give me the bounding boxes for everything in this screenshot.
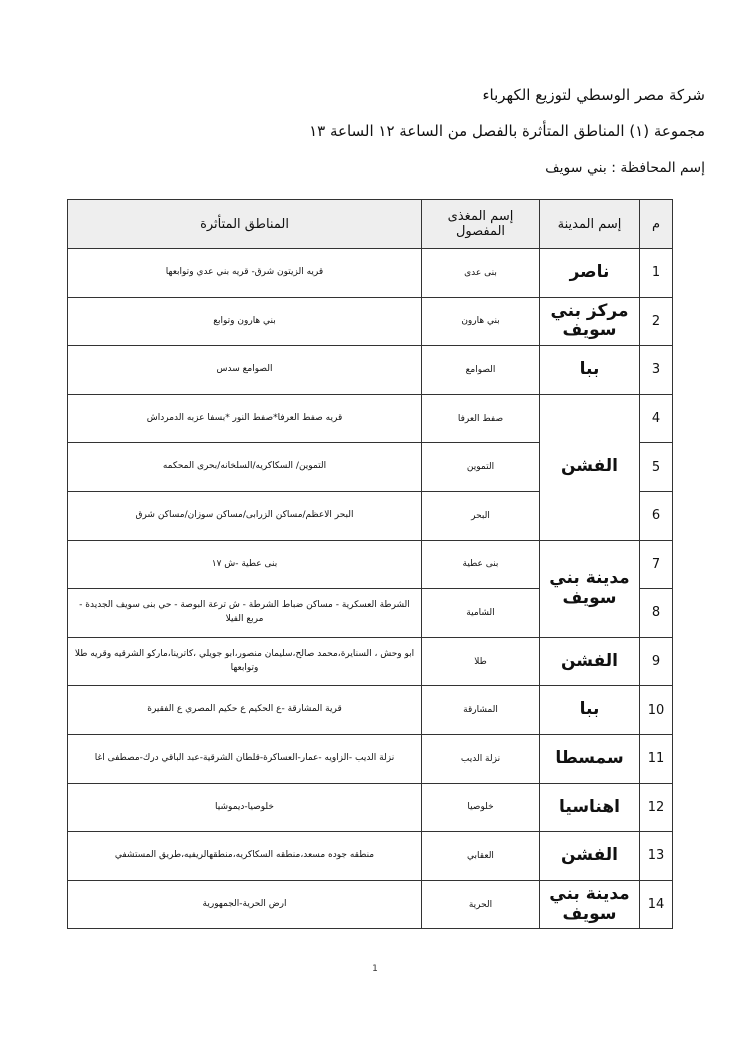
row-city: ببا [540,346,640,395]
row-areas: منطقه جوده مسعد،منطقه السكاكريه،منطقهالريفيه،طريق المستشفي [68,832,422,881]
page-number: 1 [372,964,378,974]
row-num: 1 [640,249,673,298]
table-row [68,734,673,783]
row-feeder: التموين [422,443,540,492]
governorate-label: إسم المحافظة : بني سويف [545,160,705,176]
row-city: مركز بني سويف [540,297,640,346]
table-row [68,880,673,929]
header-city: إسم المدينة [540,200,640,249]
row-areas: بنى عطية -ش ١٧ [68,540,422,589]
row-areas: قرية المشارقة -ع الحكيم ع حكيم المصري ع الفقيرة [68,686,422,735]
row-num: 11 [640,734,673,783]
row-areas: الشرطة العسكرية - مساكن ضباط الشرطة - ش ترعة البوصة - حي بنى سويف الجديدة - مربع الفيلا [68,589,422,638]
row-city: مدينة بني سويف [540,540,640,637]
row-city: الفشن [540,394,640,540]
row-feeder: الحرية [422,880,540,929]
row-city: ناصر [540,249,640,298]
row-num: 6 [640,491,673,540]
table-row [68,249,673,298]
row-areas: قريه الزيتون شرق- قريه بني عدي وتوابعها [68,249,422,298]
row-feeder: نزلة الديب [422,734,540,783]
row-areas: خلوصيا-ديموشيا [68,783,422,832]
table-row [68,783,673,832]
row-areas: ابو وحش ، السنايرة،محمد صالح،سليمان منصور،ابو جويلي ،كاترينا،ماركو الشرقيه وقريه طلا وتوابعها [68,637,422,686]
row-num: 13 [640,832,673,881]
table-header-row [68,200,673,249]
row-num: 7 [640,540,673,589]
row-feeder: البحر [422,491,540,540]
header-feeder: إسم المغذى المفصول [422,200,540,249]
row-city: الفشن [540,637,640,686]
row-areas: قريه صفط العرفا*صفط النور *بسفا عزبه الدمرداش [68,394,422,443]
row-num: 5 [640,443,673,492]
row-areas: الصوامع سدس [68,346,422,395]
row-areas: التموين/ السكاكريه/السلخانه/بحرى المحكمه [68,443,422,492]
row-feeder: المشارقة [422,686,540,735]
outage-schedule-table [67,199,673,929]
row-num: 10 [640,686,673,735]
row-city: الفشن [540,832,640,881]
row-feeder: خلوصيا [422,783,540,832]
row-num: 4 [640,394,673,443]
table-row [68,832,673,881]
row-city: سمسطا [540,734,640,783]
row-feeder: بنى عطية [422,540,540,589]
row-num: 9 [640,637,673,686]
table-row [68,686,673,735]
table-row [68,346,673,395]
row-num: 3 [640,346,673,395]
table-row [68,637,673,686]
row-num: 8 [640,589,673,638]
row-feeder: طلا [422,637,540,686]
table-row [68,540,673,589]
row-num: 14 [640,880,673,929]
row-feeder: العقابي [422,832,540,881]
company-name: شركة مصر الوسطي لتوزيع الكهرباء [482,86,705,104]
row-feeder: صفط العرفا [422,394,540,443]
row-city: مدينة بني سويف [540,880,640,929]
row-areas: بني هارون وتوابع [68,297,422,346]
row-feeder: الصوامع [422,346,540,395]
row-city: اهناسيا [540,783,640,832]
row-num: 12 [640,783,673,832]
row-num: 2 [640,297,673,346]
header-areas: المناطق المتأثرة [68,200,422,249]
row-areas: البحر الاعظم/مساكن الزرابى/مساكن سوزان/مساكن شرق [68,491,422,540]
row-feeder: بنى عدى [422,249,540,298]
row-feeder: الشامية [422,589,540,638]
row-areas: ارض الحرية-الجمهورية [68,880,422,929]
group-title: مجموعة (١) المناطق المتأثرة بالفصل من الساعة ١٢ الساعة ١٣ [309,122,705,140]
header-num: م [640,200,673,249]
table-row [68,394,673,443]
row-areas: نزلة الديب -الزاويه -عمار-العساكرة-قلطان الشرقية-عبد الباقي درك-مصطفى اغا [68,734,422,783]
row-city: ببا [540,686,640,735]
row-feeder: بني هارون [422,297,540,346]
table-row [68,297,673,346]
